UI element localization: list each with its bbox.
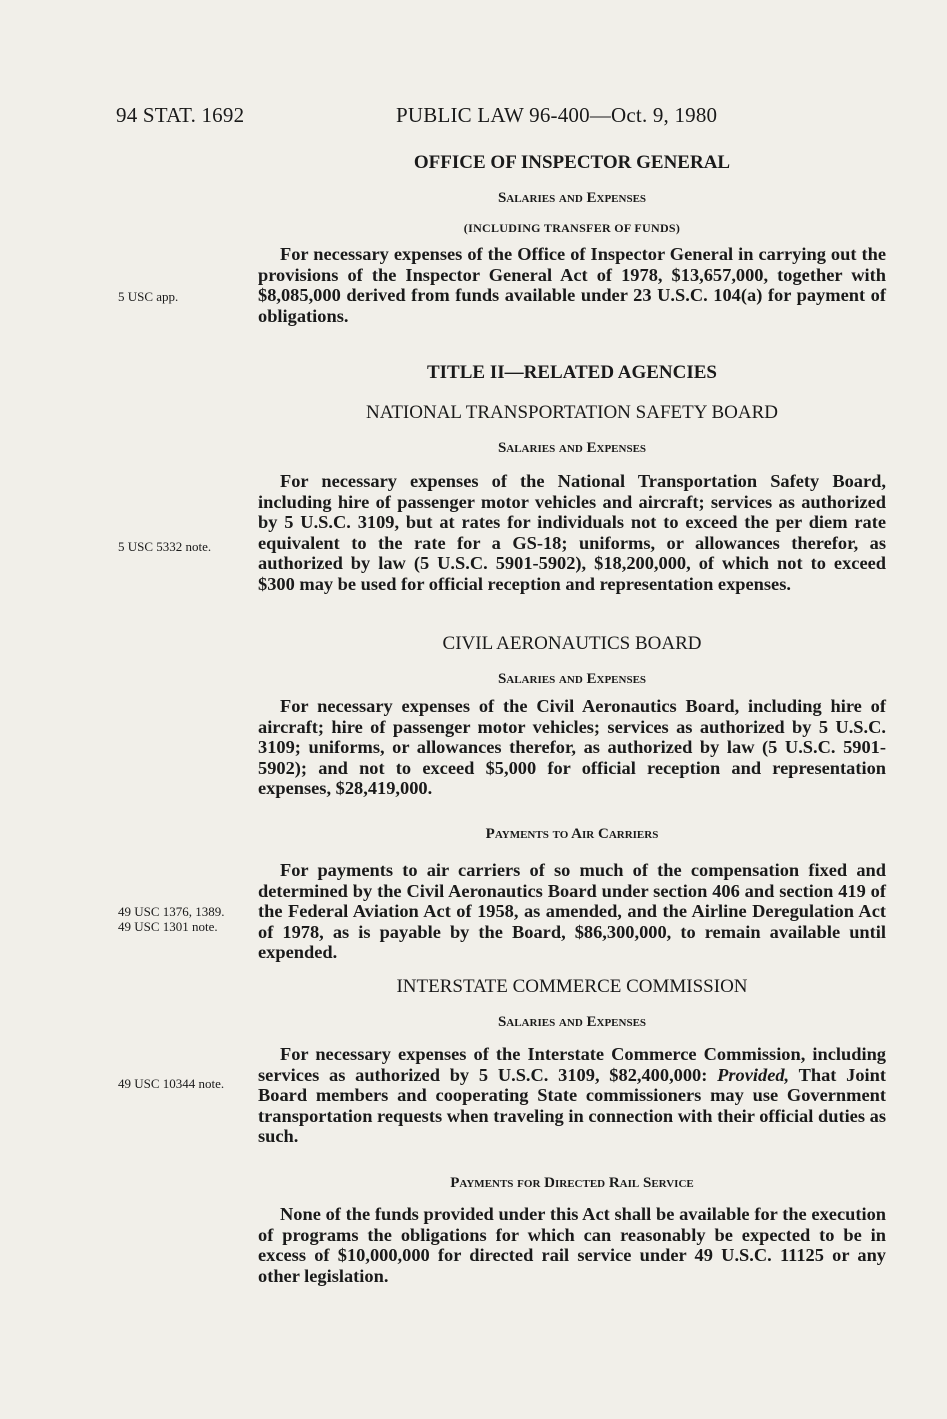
icc-body-provided: Provided, [717, 1064, 790, 1085]
oig-body: For necessary expenses of the Office of Inspector General in carrying out the provisions of the Inspector General Act of 1978, $13,657,000, together with $8,085,000 derived from funds available under 23 U.S.C. 104(a) for payment of obligations. [258, 244, 886, 326]
ntsb-subhead [258, 440, 886, 457]
cab-section [258, 633, 886, 799]
icc-subhead [258, 1014, 886, 1031]
oig-transfer-note: (INCLUDING TRANSFER OF FUNDS) [463, 221, 681, 235]
ntsb-body: For necessary expenses of the National Transportation Safety Board, including hire of passenger motor vehicles and aircraft; services as authorized by 5 U.S.C. 3109, but at rates for individuals not to exceed the per diem rate equivalent to the rate for a GS-18; uniforms, or allowances therefor, as authorized by law (5 U.S.C. 5901-5902), $18,200,000, of which not to exceed $300 may be used for official reception and representation expenses. [258, 471, 886, 594]
oig-subhead-text: Salaries and Expenses [497, 190, 647, 206]
air-carriers-subhead [258, 826, 886, 843]
title2-heading: TITLE II—RELATED AGENCIES [426, 362, 718, 383]
ntsb-title: NATIONAL TRANSPORTATION SAFETY BOARD [365, 402, 779, 423]
air-carriers-section [258, 826, 886, 963]
icc-body-a: For necessary expenses of the Interstate Commerce Commission, including services as authorized by 5 U.S.C. 3109, $82,400,000: [258, 1044, 886, 1085]
public-law-date: PUBLIC LAW 96-400—Oct. 9, 1980 [396, 103, 718, 127]
rail-subhead-text: Payments for Directed Rail Service [450, 1175, 694, 1191]
oig-title: OFFICE OF INSPECTOR GENERAL [413, 152, 731, 173]
cab-title: CIVIL AERONAUTICS BOARD [442, 633, 702, 654]
air-carriers-body: For payments to air carriers of so much of the compensation fixed and determined by the Civil Aeronautics Board under section 406 and section 419 of the Federal Aviation Act of 1958, as amended, and the Airline Deregulation Act of 1978, as is payable by the Board, $86,300,000, to remain available until expended. [258, 860, 886, 963]
oig-margin-note: 5 USC app. [118, 289, 179, 304]
title2-section [258, 362, 886, 384]
running-header [116, 103, 756, 133]
stat-citation: 94 STAT. 1692 [116, 103, 245, 127]
icc-title: INTERSTATE COMMERCE COMMISSION [396, 976, 748, 997]
air-carriers-subhead-text: Payments to Air Carriers [485, 826, 659, 842]
rail-body: None of the funds provided under this Act shall be available for the execution of programs the obligations for which can reasonably be expected to be in excess of $10,000,000 for directed rail service under 49 U.S.C. 11125 or any other legislation. [258, 1204, 886, 1286]
oig-section [258, 152, 886, 326]
icc-body [258, 1044, 886, 1147]
cab-subhead-text: Salaries and Expenses [497, 671, 647, 687]
icc-section [258, 976, 886, 1147]
ntsb-subhead-text: Salaries and Expenses [497, 440, 647, 456]
ntsb-section [258, 402, 886, 595]
cab-subhead [258, 671, 886, 688]
oig-subhead [258, 190, 886, 207]
air-carriers-margin-note: 49 USC 1376, 1389. 49 USC 1301 note. [118, 904, 225, 934]
icc-body-b: That Joint Board members and cooperating State commissioners may use Government transportation requests when traveling in connection with their official duties as such. [258, 1064, 887, 1147]
ntsb-margin-note: 5 USC 5332 note. [118, 539, 212, 554]
rail-section [258, 1175, 886, 1286]
icc-margin-note: 49 USC 10344 note. [118, 1076, 225, 1091]
icc-subhead-text: Salaries and Expenses [497, 1014, 647, 1030]
rail-subhead [258, 1175, 886, 1192]
cab-body: For necessary expenses of the Civil Aeronautics Board, including hire of aircraft; hire of passenger motor vehicles; services as authorized by 5 U.S.C. 3109; uniforms, or allowances therefor, as authorized by law (5 U.S.C. 5901-5902); and not to exceed $5,000 for official reception and representation expenses, $28,419,000. [258, 696, 886, 799]
